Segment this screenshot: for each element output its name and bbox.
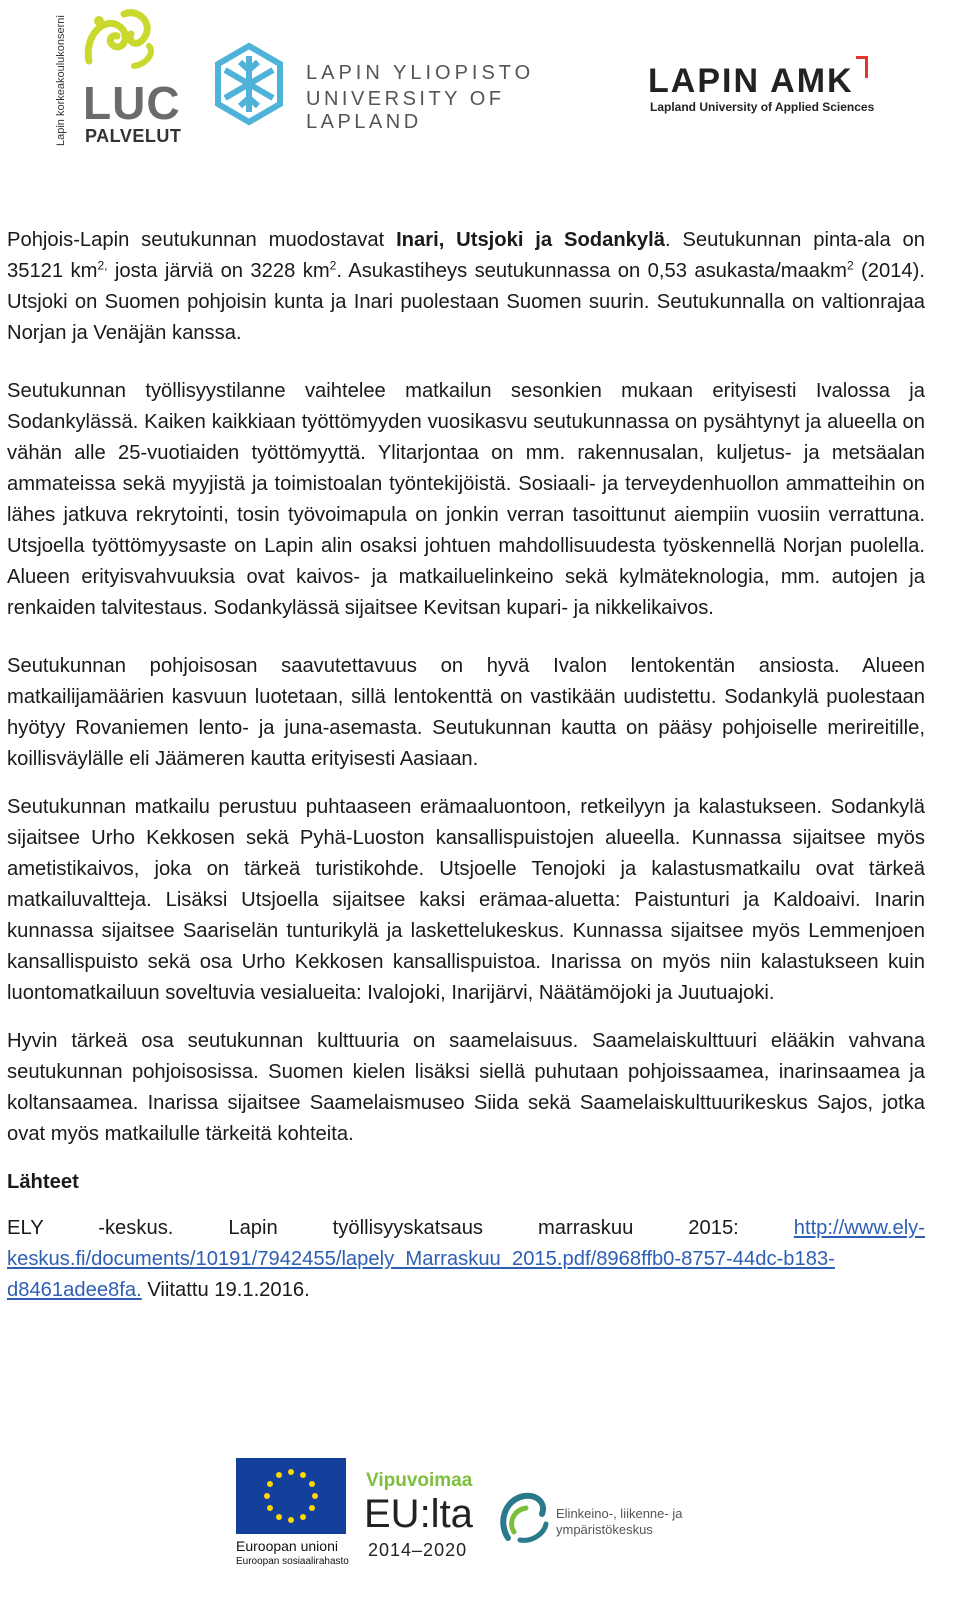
eu-name: Euroopan unioni xyxy=(236,1538,338,1554)
source-prefix: ELY -keskus. Lapin työllisyyskatsaus marraskuu 2015: xyxy=(7,1217,794,1239)
header-logos xyxy=(0,0,960,150)
paragraph-tourism: Seutukunnan matkailu perustuu puhtaaseen erämaaluontoon, retkeilyyn ja kalastukseen. Sodankylä sijaitsee Urho Kekkosen sekä Pyhä-Luoston kansallispuistojen alueella. Kunnassa sijaitsee myös ametistikaivos, joka on tärkeä turistikohde. Utsjoelle Tenojoki ja kalastusmatkailu ovat tärkeä matkailuvaltteja. Lisäksi Utsjoella sijaitsee kaksi erämaa-aluetta: Paistunturi ja Kaldoaivi. Inarin kunnassa sijaitsee Saariselän tunturikylä ja laskettelukeskus. Kunnassa sijaitsee myös Lemmenjoen kansallispuisto sekä osa Urho Kekkosen kansallispuistoa. Inarissa on myös niin kalastukseen kuin luontomatkailuun soveltuvia vesialueita: Ivalojoki, Inarijärvi, Näätämöjoki ja Juutuajoki. xyxy=(7,796,925,1004)
p1-text-a: Pohjois-Lapin seutukunnan muodostavat xyxy=(7,229,397,251)
luc-logo xyxy=(55,4,185,149)
luc-swirl-icon xyxy=(79,6,159,76)
amk-subtitle: Lapland University of Applied Sciences xyxy=(650,100,875,114)
paragraph-accessibility: Seutukunnan pohjoisosan saavutettavuus on hyvä Ivalon lentokentän ansiosta. Alueen matkailijamäärien kasvuun luotetaan, sillä lentokenttä on vastikään uudistettu. Sodankylä puolestaan hyötyy Rovaniemen lento- ja juna-asemasta. Seutukunnan kautta on pääsy pohjoiselle merireitille, koillisväylälle eli Jäämeren kautta erityisesti Aasiaan. xyxy=(7,655,925,770)
vip-years: 2014–2020 xyxy=(368,1540,468,1560)
snowflake-icon xyxy=(210,40,288,128)
paragraph-region-intro xyxy=(7,225,925,349)
p1-sup-2: 2 xyxy=(329,258,337,273)
p1-text-c: josta järviä on 3228 km xyxy=(107,260,330,282)
luc-subtitle: PALVELUT xyxy=(85,126,182,146)
p1-sup-3: 2 xyxy=(846,258,854,273)
paragraph-employment: Seutukunnan työllisyystilanne vaihtelee matkailun sesonkien mukaan erityisesti Ivalossa ja Sodankylässä. Kaiken kaikkiaan työttömyyden vuosikasvu seutukunnassa on pysähtynyt ja alueella on vähän alle 25-vuotiaiden työttömyyttä. Ylitarjontaa on mm. rakennusalan, kuljetus- ja metsäalan ammateissa sekä myyjistä ja toimistoalan työntekijöistä. Sosiaali- ja terveydenhuollon ammatteihin on lähes jatkuva rekrytointi, tosin työvoimapula on jonkin verran tasoittunut aiempiin vuosiin verrattuna. Utsjoella työttömyysaste on Lapin alin osaksi johtuen mahdollisuudesta työskennellä Norjan puolella. Alueen erityisvahvuuksia ovat kaivos- ja matkailuelinkeino sekä kylmäteknologia, mm. autojen ja renkaiden talvitestaus. Sodankylässä sijaitsee Kevitsan kupari- ja nikkelikaivos. xyxy=(7,380,925,619)
amk-accent-mark xyxy=(856,56,868,78)
vipuvoimaa-logo xyxy=(364,1470,494,1570)
p1-text-d: . Asukastiheys seutukunnassa on 0,53 asukasta/maakm xyxy=(336,260,847,282)
eu-flag xyxy=(236,1458,346,1534)
footer-logos xyxy=(0,1458,960,1608)
source-reference xyxy=(7,1213,925,1306)
sources-heading: Lähteet xyxy=(7,1171,79,1193)
vip-title: Vipuvoimaa xyxy=(366,1470,473,1491)
uol-name-en: UNIVERSITY OF LAPLAND xyxy=(306,88,505,133)
p1-text-e: (2014). Utsjoki on Suomen pohjoisin kunta ja Inari puolestaan Suomen suurin. Seutukunnalla on valtionrajaa Norjan ja Venäjän kanssa. xyxy=(7,260,925,344)
ely-keskus-logo xyxy=(498,1488,698,1558)
luc-vertical-text: Lapin korkeakoulukonserni xyxy=(55,15,67,146)
source-link[interactable]: http://www.ely-keskus.fi/documents/10191/7942455/lapely_Marraskuu_2015.pdf/8968ffb0-8757-44dc-b183-d8461adee8fa. xyxy=(7,1217,925,1301)
ely-name-line1: Elinkeino-, liikenne- ja xyxy=(556,1506,683,1521)
eu-logo xyxy=(236,1458,349,1568)
ely-swoosh-icon xyxy=(498,1488,550,1548)
eu-stars-icon xyxy=(236,1458,346,1534)
vip-eu: EU:lta xyxy=(364,1492,473,1536)
uol-name-fi: LAPIN YLIOPISTO xyxy=(306,62,535,84)
amk-title: LAPIN AMK xyxy=(648,62,854,100)
lapin-amk-logo xyxy=(648,56,888,126)
p1-sup-1: 2, xyxy=(97,258,108,273)
document-body xyxy=(7,225,925,1333)
source-suffix: Viitattu 19.1.2016. xyxy=(141,1279,310,1301)
ely-name-line2: ympäristökeskus xyxy=(556,1522,653,1537)
p1-municipalities: Inari, Utsjoki ja Sodankylä xyxy=(396,229,665,251)
eu-fund: Euroopan sosiaalirahasto xyxy=(236,1556,349,1567)
paragraph-sami-culture: Hyvin tärkeä osa seutukunnan kulttuuria on saamelaisuus. Saamelaiskulttuuri elääkin vahvana seutukunnan pohjoisosissa. Suomen kielen lisäksi siellä puhutaan pohjoissaamea, inarinsaamea ja koltansaamea. Inarissa sijaitsee Saamelaismuseo Siida sekä Saamelaiskulttuurikeskus Sajos, jotka ovat myös matkailulle tärkeitä kohteita. xyxy=(7,1030,925,1145)
p1-text-b: . Seutukunnan pinta-ala on 35121 km xyxy=(7,229,925,282)
university-of-lapland-logo xyxy=(210,40,610,140)
luc-letters: LUC xyxy=(83,77,181,129)
